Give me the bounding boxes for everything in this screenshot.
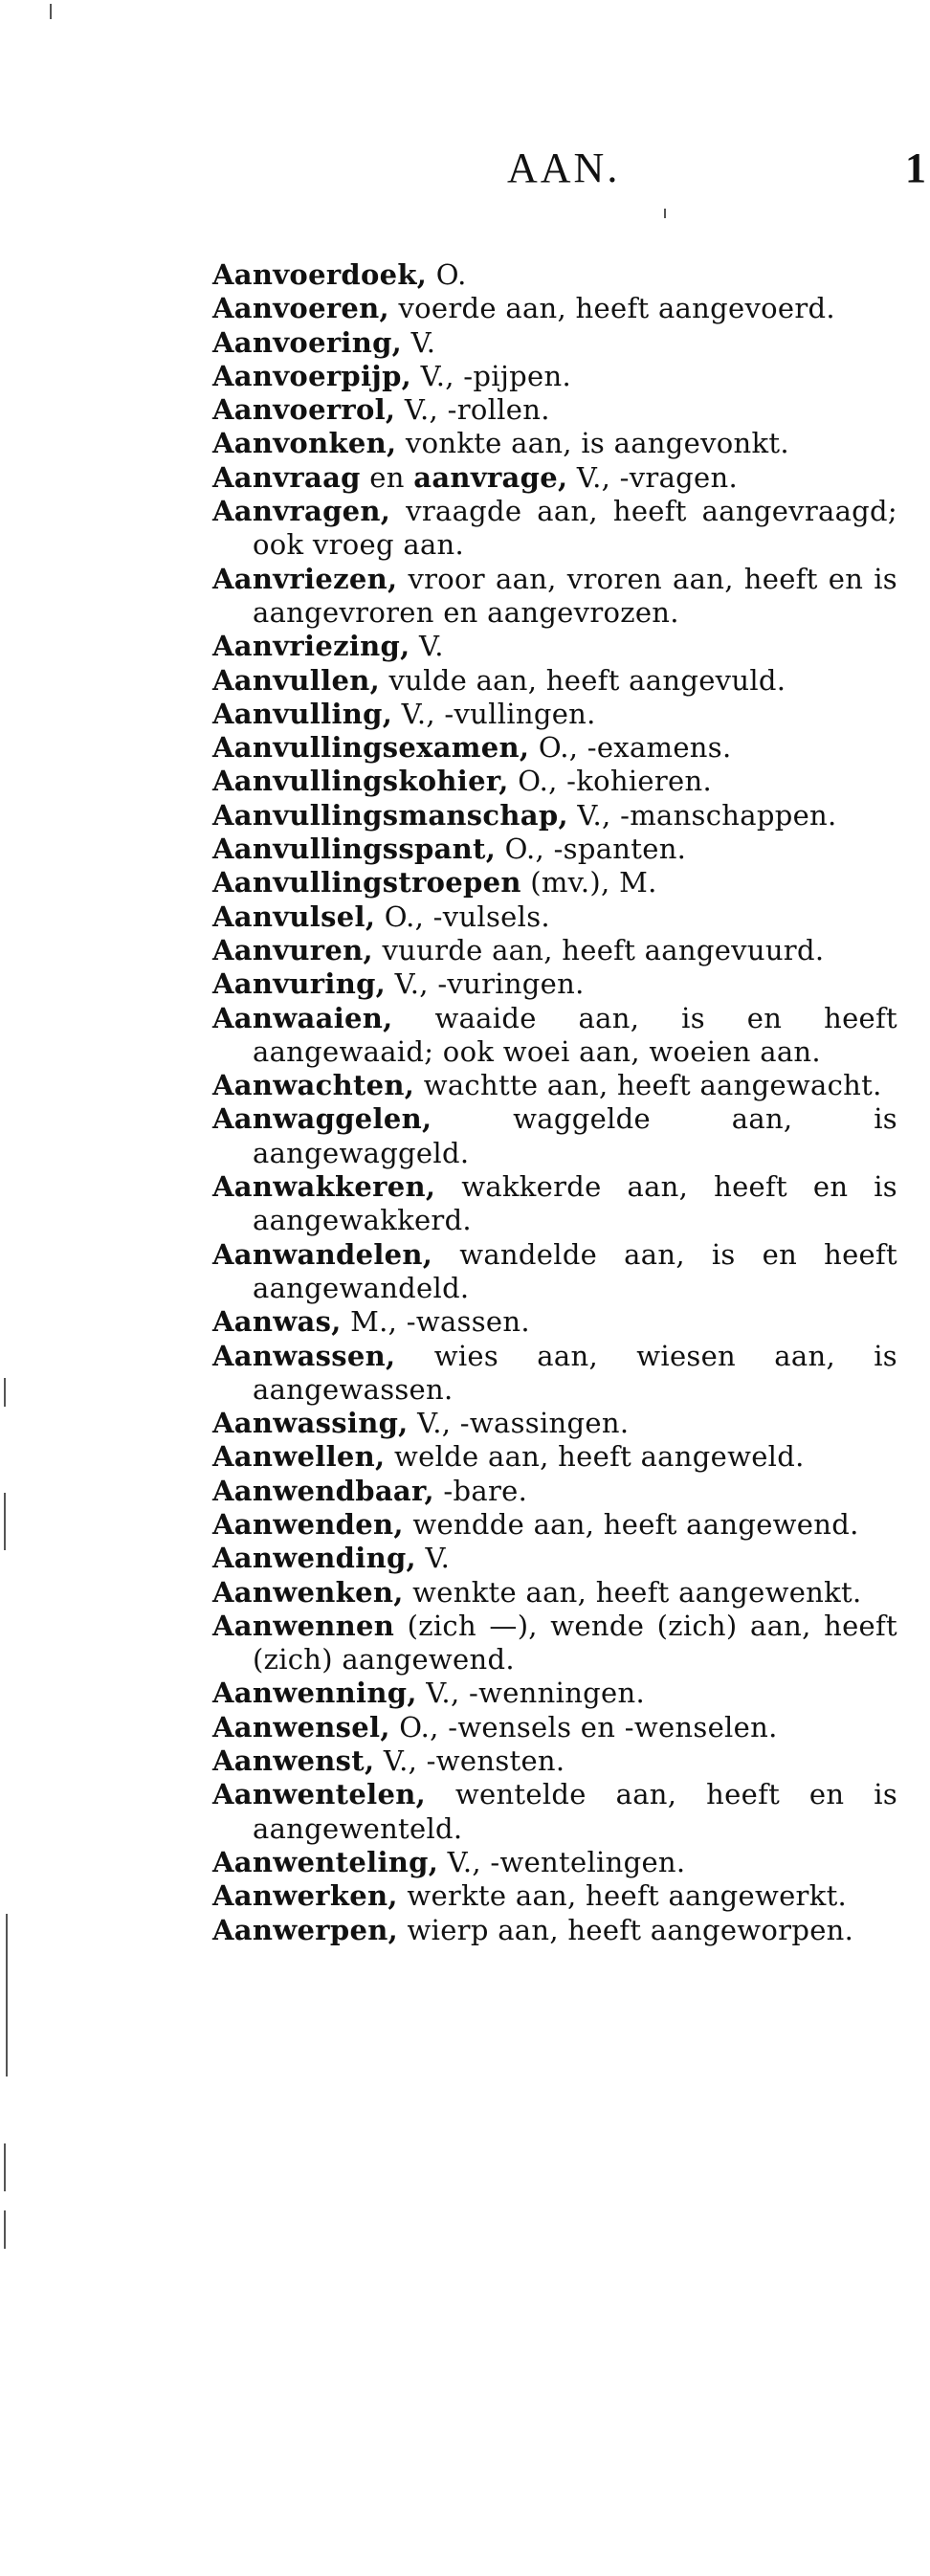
dictionary-entry <box>212 495 897 563</box>
entry-definition: wendde aan, heeft aangewend. <box>403 1507 859 1541</box>
entry-headword: Aanwaaien, <box>212 1001 393 1034</box>
entry-headword: Aanwenning, <box>212 1677 417 1710</box>
dictionary-entry <box>212 360 897 393</box>
entry-definition: O. <box>427 258 467 291</box>
entry-definition: wentelde aan, heeft en is aangewenteld. <box>253 1778 897 1845</box>
dictionary-entry <box>212 1002 897 1070</box>
dictionary-entry <box>212 1778 897 1846</box>
entry-definition: M., -wassen. <box>341 1305 530 1339</box>
entry-headword: Aanwellen, <box>212 1440 386 1474</box>
entry-definition: V., -wenningen. <box>416 1677 645 1710</box>
entry-headword: Aanwaggelen, <box>212 1102 432 1136</box>
margin-mark <box>6 1914 8 2076</box>
dictionary-entry <box>212 1102 897 1170</box>
entry-definition: wenkte aan, heeft aangewenkt. <box>403 1575 862 1609</box>
entry-headword: Aanwennen <box>212 1609 395 1642</box>
dictionary-entry <box>212 900 897 934</box>
dictionary-entry <box>212 664 897 698</box>
entry-headword: Aanvullingsspant, <box>212 833 497 866</box>
page-number: 1 <box>905 144 926 191</box>
dictionary-entry <box>212 1305 897 1339</box>
entry-headword: Aanwachten, <box>212 1069 415 1102</box>
entry-definition: V., -pijpen. <box>411 359 571 392</box>
entry-headword: Aanwas, <box>212 1305 342 1339</box>
entry-definition: waaide aan, is en heeft aangewaaid; ook woei aan, woeien aan. <box>253 1001 897 1068</box>
entry-definition: O., -wensels en -wenselen. <box>389 1710 778 1743</box>
dictionary-entry <box>212 1170 897 1238</box>
entry-headword: Aanwenken, <box>212 1575 404 1609</box>
entry-headword: Aanwendbaar, <box>212 1474 434 1507</box>
entry-headword: Aanvoering, <box>212 325 403 359</box>
entry-definition: werkte aan, heeft aangewerkt. <box>397 1879 848 1913</box>
margin-mark <box>4 2143 6 2191</box>
dictionary-entry <box>212 799 897 833</box>
dictionary-entry <box>212 731 897 765</box>
entry-definition: V. <box>410 630 444 663</box>
entry-definition: O., -vulsels. <box>375 899 550 933</box>
running-head-word: AAN. <box>507 144 621 191</box>
entry-definition: V., -vullingen. <box>392 697 596 730</box>
dictionary-entry <box>212 1744 897 1778</box>
dictionary-entry <box>212 1508 897 1542</box>
entry-headword: Aanwakkeren, <box>212 1170 436 1204</box>
entry-definition: V. <box>415 1542 451 1575</box>
entry-headword: Aanvulsel, <box>212 899 376 933</box>
entry-headword: Aanwending, <box>212 1542 416 1575</box>
entry-definition: welde aan, heeft aangeweld. <box>385 1440 805 1474</box>
entry-definition: vuurde aan, heeft aangevuurd. <box>372 933 825 966</box>
entry-headword: Aanwentelen, <box>212 1778 426 1811</box>
entry-definition: voerde aan, heeft aangevoerd. <box>388 292 835 325</box>
entry-definition: wakkerde aan, heeft en is aangewakkerd. <box>253 1170 897 1237</box>
dictionary-entry <box>212 866 897 899</box>
entry-headword: Aanvulling, <box>212 697 393 730</box>
entry-headword: Aanvoerdoek, <box>212 258 428 291</box>
dictionary-entry <box>212 292 897 325</box>
entry-definition: vroor aan, vroren aan, heeft en is aangevroren en aangevrozen. <box>253 562 897 629</box>
entry-definition: V., -vragen. <box>567 460 738 494</box>
entry-headword: Aanvraag <box>212 460 361 494</box>
dictionary-entry <box>212 461 897 495</box>
dictionary-entry <box>212 1846 897 1879</box>
entry-headword: Aanwenst, <box>212 1744 375 1778</box>
entry-definition: V., -rollen. <box>395 393 550 427</box>
entry-headword: Aanvullingsmanschap, <box>212 798 568 832</box>
entry-definition: V., -manschappen. <box>567 798 837 832</box>
dictionary-entry <box>212 833 897 866</box>
entry-definition: wachtte aan, heeft aangewacht. <box>414 1069 882 1102</box>
dictionary-entry <box>212 563 897 631</box>
entry-definition: O., -spanten. <box>496 833 687 866</box>
entry-headword: Aanvoeren, <box>212 292 389 325</box>
entry-definition: wandelde aan, is en heeft aangewandeld. <box>253 1237 897 1304</box>
entry-definition: V. <box>402 325 436 359</box>
entry-headword: Aanvoerpijp, <box>212 359 412 392</box>
entry-definition: vonkte aan, is aangevonkt. <box>396 427 789 460</box>
entry-definition: V., -wensten. <box>374 1744 565 1778</box>
margin-mark <box>4 1493 6 1550</box>
entry-headword: Aanwensel, <box>212 1710 390 1743</box>
dictionary-entry <box>212 326 897 360</box>
entry-definition: vraagde aan, heeft aangevraagd; ook vroeg aan. <box>253 495 897 562</box>
dictionary-entry <box>212 1576 897 1610</box>
dictionary-entry <box>212 630 897 663</box>
entry-headword: Aanvullingsexamen, <box>212 731 530 765</box>
entry-headword: Aanvullen, <box>212 663 380 697</box>
entry-definition: wies aan, wiesen aan, is aangewassen. <box>253 1339 897 1406</box>
entry-headword: Aanvoerrol, <box>212 393 396 427</box>
entry-definition: V., -wentelingen. <box>438 1845 686 1878</box>
entry-definition: (mv.), M. <box>520 866 657 899</box>
entry-headword: Aanwandelen, <box>212 1237 433 1271</box>
running-head <box>0 144 930 201</box>
entry-headword: Aanwerken, <box>212 1879 398 1913</box>
entry-definition: wierp aan, heeft aangeworpen. <box>397 1913 854 1946</box>
dictionary-entry <box>212 1407 897 1440</box>
entry-headword-variant: aanvrage, <box>413 460 568 494</box>
dictionary-entry <box>212 1914 897 1947</box>
dictionary-entry <box>212 1711 897 1744</box>
entry-headword: Aanwenden, <box>212 1507 404 1541</box>
margin-mark <box>50 4 52 19</box>
dictionary-entry <box>212 1340 897 1408</box>
dictionary-entry <box>212 1069 897 1102</box>
dictionary-entry <box>212 393 897 427</box>
dictionary-entry <box>212 765 897 798</box>
dictionary-entries <box>212 258 897 1947</box>
dictionary-entry <box>212 1610 897 1677</box>
dictionary-entry <box>212 1542 897 1575</box>
entry-definition: V., -vuringen. <box>386 967 585 1001</box>
dictionary-entry <box>212 1879 897 1913</box>
dictionary-entry <box>212 1440 897 1474</box>
entry-definition: (zich —), wende (zich) aan, heeft (zich) aangewend. <box>253 1609 897 1677</box>
margin-mark <box>4 1378 6 1407</box>
entry-definition: waggelde aan, is aangewaggeld. <box>253 1102 897 1169</box>
entry-definition: O., -examens. <box>529 731 732 765</box>
entry-headword: Aanvriezen, <box>212 562 398 595</box>
entry-definition: en <box>360 460 414 494</box>
entry-definition: O., -kohieren. <box>508 765 713 798</box>
entry-headword: Aanwenteling, <box>212 1845 439 1878</box>
entry-headword: Aanwerpen, <box>212 1913 398 1946</box>
dictionary-entry <box>212 698 897 731</box>
margin-mark <box>664 209 666 218</box>
margin-mark <box>4 2210 6 2249</box>
dictionary-entry <box>212 258 897 292</box>
dictionary-entry <box>212 1475 897 1508</box>
entry-definition: vulde aan, heeft aangevuld. <box>379 663 786 697</box>
entry-headword: Aanvonken, <box>212 427 397 460</box>
dictionary-entry <box>212 1677 897 1710</box>
dictionary-entry <box>212 427 897 460</box>
entry-headword: Aanwassen, <box>212 1339 396 1372</box>
dictionary-entry <box>212 967 897 1001</box>
entry-headword: Aanwassing, <box>212 1407 409 1440</box>
entry-headword: Aanvriezing, <box>212 630 410 663</box>
entry-headword: Aanvuren, <box>212 933 373 966</box>
entry-headword: Aanvullingstroepen <box>212 866 521 899</box>
entry-headword: Aanvuring, <box>212 967 387 1001</box>
dictionary-entry <box>212 1238 897 1306</box>
entry-definition: -bare. <box>433 1474 528 1507</box>
entry-headword: Aanvragen, <box>212 495 391 528</box>
entry-definition: V., -wassingen. <box>408 1407 630 1440</box>
dictionary-entry <box>212 934 897 967</box>
entry-headword: Aanvullingskohier, <box>212 765 509 798</box>
